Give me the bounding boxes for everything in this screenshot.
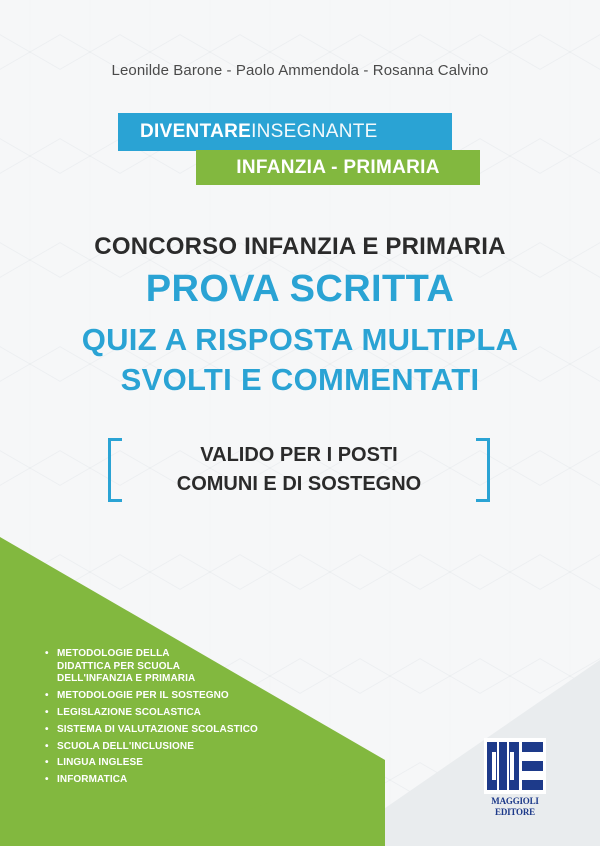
publisher-name-line-2: EDITORE	[495, 807, 535, 817]
title-sub-2: SVOLTI E COMMENTATI	[120, 362, 480, 397]
maggioli-logo-icon	[484, 738, 546, 794]
bullet-icon: •	[45, 757, 49, 769]
validity-line-1: VALIDO PER I POSTI	[200, 444, 398, 466]
topics-list	[45, 648, 258, 791]
topic-item	[45, 741, 258, 754]
bullet-icon: •	[45, 689, 49, 701]
topic-item	[45, 774, 258, 787]
validity-line-2: COMUNI E DI SOSTEGNO	[176, 473, 422, 495]
topic-label: LINGUA INGLESE	[57, 757, 144, 769]
topic-item	[45, 757, 258, 770]
bullet-icon: •	[45, 648, 49, 659]
topic-label: INFORMATICA	[57, 774, 128, 786]
series-name-bold: DIVENTARE	[140, 121, 252, 142]
title-sub-1: QUIZ A RISPOSTA MULTIPLA	[81, 322, 519, 357]
publisher-logo	[484, 738, 546, 824]
topic-label: METODOLOGIE DELLA DIDATTICA PER SCUOLA DELL'INFANZIA E PRIMARIA	[57, 648, 196, 684]
authors-line: Leonilde Barone - Paolo Ammendola - Rosanna Calvino	[111, 62, 489, 79]
bullet-icon: •	[45, 740, 49, 752]
level-band: INFANZIA - PRIMARIA	[196, 150, 480, 185]
title-main: PROVA SCRITTA	[145, 268, 455, 310]
bullet-icon: •	[45, 723, 49, 735]
topic-label: METODOLOGIE PER IL SOSTEGNO	[57, 689, 229, 701]
series-name-light: INSEGNANTE	[251, 121, 378, 142]
topic-label: SISTEMA DI VALUTAZIONE SCOLASTICO	[57, 723, 258, 735]
topic-item	[45, 724, 258, 737]
topic-item	[45, 707, 258, 720]
topic-label: SCUOLA DELL'INCLUSIONE	[57, 740, 194, 752]
topic-item	[45, 648, 258, 686]
bullet-icon: •	[45, 774, 49, 786]
topic-item	[45, 690, 258, 703]
topic-label: LEGISLAZIONE SCOLASTICA	[57, 706, 201, 718]
publisher-name-line-1: MAGGIOLI	[491, 796, 539, 806]
publisher-name	[484, 796, 546, 818]
bullet-icon: •	[45, 706, 49, 718]
title-contest: CONCORSO INFANZIA E PRIMARIA	[94, 233, 506, 260]
